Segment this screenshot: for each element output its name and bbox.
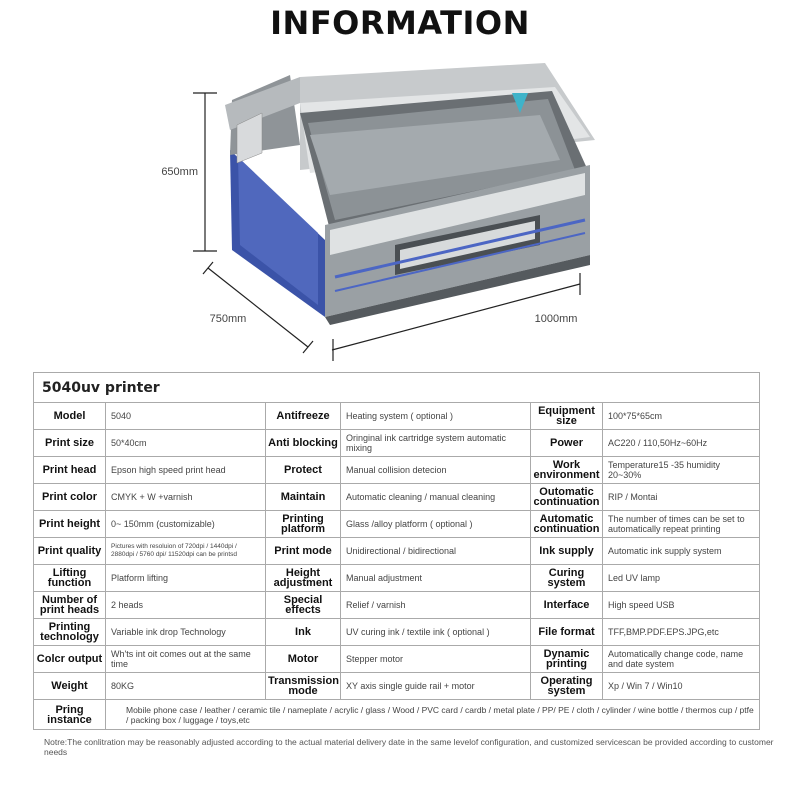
spec-row bbox=[34, 457, 760, 484]
spec-label: Printing platform bbox=[266, 511, 341, 538]
printer-image bbox=[0, 55, 800, 365]
spec-value: Automatic cleaning / manual cleaning bbox=[341, 484, 531, 511]
spec-value: Wh'ts int oit comes out at the same time bbox=[106, 646, 266, 673]
spec-label: Anti blocking bbox=[266, 430, 341, 457]
spec-value: 80KG bbox=[106, 673, 266, 700]
spec-value: 50*40cm bbox=[106, 430, 266, 457]
spec-label: Motor bbox=[266, 646, 341, 673]
spec-label: Print head bbox=[34, 457, 106, 484]
spec-table bbox=[33, 372, 760, 730]
spec-value: Led UV lamp bbox=[603, 565, 760, 592]
spec-label: Number of print heads bbox=[34, 592, 106, 619]
spec-value: Automatic ink supply system bbox=[603, 538, 760, 565]
application-value: Mobile phone case / leather / ceramic tile / nameplate / acrylic / glass / Wood / PVC card / cardb / metal plate / PP/ PE / cloth / cylinder / wine bottle / thermos cup / ptfe / packing box / luggage / toys,etc bbox=[106, 700, 760, 730]
spec-label: Printing technology bbox=[34, 619, 106, 646]
printer-illustration bbox=[0, 55, 800, 365]
spec-row bbox=[34, 619, 760, 646]
spec-label: Special effects bbox=[266, 592, 341, 619]
spec-value: Relief / varnish bbox=[341, 592, 531, 619]
spec-value: Oringinal ink cartridge system automatic mixing bbox=[341, 430, 531, 457]
spec-row bbox=[34, 592, 760, 619]
spec-label: Antifreeze bbox=[266, 403, 341, 430]
spec-label: Lifting function bbox=[34, 565, 106, 592]
spec-value: 5040 bbox=[106, 403, 266, 430]
spec-label: Protect bbox=[266, 457, 341, 484]
spec-value: The number of times can be set to automatically repeat printing bbox=[603, 511, 760, 538]
spec-value: AC220 / 110,50Hz~60Hz bbox=[603, 430, 760, 457]
spec-value: Temperature15 -35 humidity 20~30% bbox=[603, 457, 760, 484]
spec-label: Model bbox=[34, 403, 106, 430]
spec-label: Dynamic printing bbox=[531, 646, 603, 673]
spec-label: Colcr output bbox=[34, 646, 106, 673]
spec-value: Manual collision detecion bbox=[341, 457, 531, 484]
spec-label: Print mode bbox=[266, 538, 341, 565]
spec-row bbox=[34, 430, 760, 457]
spec-row bbox=[34, 511, 760, 538]
spec-value: Heating system ( optional ) bbox=[341, 403, 531, 430]
page-title: INFORMATION bbox=[270, 4, 530, 42]
spec-label: Operating system bbox=[531, 673, 603, 700]
spec-label: Print size bbox=[34, 430, 106, 457]
spec-value: Platform lifting bbox=[106, 565, 266, 592]
spec-label: Automatic continuation bbox=[531, 511, 603, 538]
spec-value: High speed USB bbox=[603, 592, 760, 619]
spec-label: Curing system bbox=[531, 565, 603, 592]
spec-value: 0~ 150mm (customizable) bbox=[106, 511, 266, 538]
spec-value: CMYK + W +varnish bbox=[106, 484, 266, 511]
spec-value: Variable ink drop Technology bbox=[106, 619, 266, 646]
spec-row bbox=[34, 673, 760, 700]
spec-value: Glass /alloy platform ( optional ) bbox=[341, 511, 531, 538]
spec-label: Height adjustment bbox=[266, 565, 341, 592]
spec-value: UV curing ink / textile ink ( optional ) bbox=[341, 619, 531, 646]
spec-value: Unidirectional / bidirectional bbox=[341, 538, 531, 565]
spec-value: TFF,BMP.PDF.EPS.JPG,etc bbox=[603, 619, 760, 646]
spec-value: XY axis single guide rail + motor bbox=[341, 673, 531, 700]
depth-dimension: 750mm bbox=[209, 313, 247, 325]
spec-value: 100*75*65cm bbox=[603, 403, 760, 430]
spec-label: Print quality bbox=[34, 538, 106, 565]
spec-value: Epson high speed print head bbox=[106, 457, 266, 484]
spec-value: Stepper motor bbox=[341, 646, 531, 673]
spec-row bbox=[34, 646, 760, 673]
spec-label: Equipment size bbox=[531, 403, 603, 430]
spec-label: Power bbox=[531, 430, 603, 457]
spec-label: Outomatic continuation bbox=[531, 484, 603, 511]
spec-label: Weight bbox=[34, 673, 106, 700]
spec-value: Pictures with resoluion of 720dpi / 1440dpi / 2880dpi / 5760 dpi/ 11520dpi can be printsd bbox=[106, 538, 266, 565]
spec-row bbox=[34, 538, 760, 565]
application-label: Pring instance bbox=[34, 700, 106, 730]
spec-label: Print height bbox=[34, 511, 106, 538]
width-dimension: 1000mm bbox=[534, 313, 578, 325]
spec-value: Xp / Win 7 / Win10 bbox=[603, 673, 760, 700]
spec-label: Work environment bbox=[531, 457, 603, 484]
spec-label: File format bbox=[531, 619, 603, 646]
spec-row bbox=[34, 484, 760, 511]
spec-label: Interface bbox=[531, 592, 603, 619]
spec-label: Ink bbox=[266, 619, 341, 646]
application-row bbox=[34, 700, 760, 730]
product-name: 5040uv printer bbox=[34, 373, 760, 403]
spec-label: Transmission mode bbox=[266, 673, 341, 700]
spec-value: Automatically change code, name and date system bbox=[603, 646, 760, 673]
footnote: Notre:The conlitration may be reasonably adjusted according to the actual material delivery date in the same levelof configuration, and customized servicescan be provided according to customer needs bbox=[44, 737, 774, 757]
spec-row bbox=[34, 565, 760, 592]
spec-label: Print color bbox=[34, 484, 106, 511]
spec-label: Maintain bbox=[266, 484, 341, 511]
spec-row bbox=[34, 403, 760, 430]
spec-value: 2 heads bbox=[106, 592, 266, 619]
height-dimension: 650mm bbox=[161, 166, 198, 178]
spec-value: RIP / Montai bbox=[603, 484, 760, 511]
spec-value: Manual adjustment bbox=[341, 565, 531, 592]
spec-label: Ink supply bbox=[531, 538, 603, 565]
